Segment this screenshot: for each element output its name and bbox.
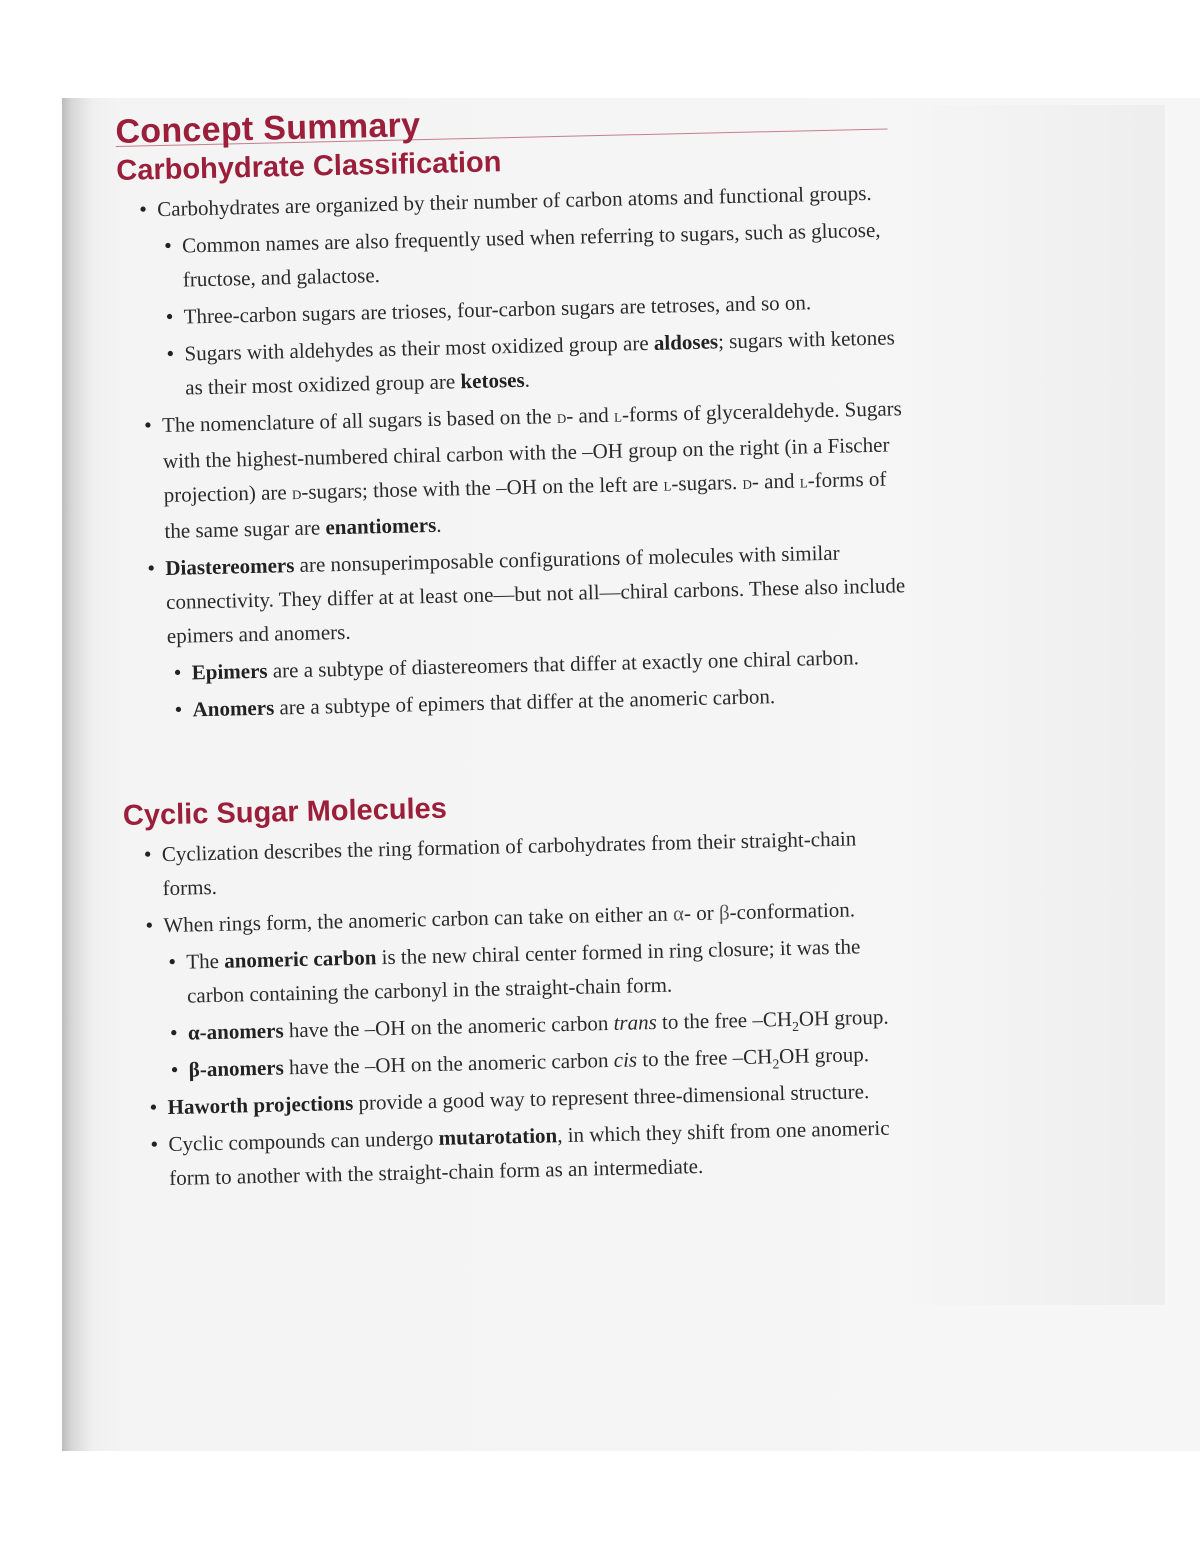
small-caps-d: d: [742, 472, 753, 494]
item-text: are a subtype of epimers that differ at the anomeric carbon.: [273, 684, 776, 720]
item-text: are nonsuperimposable configurations of molecules with similar connectivity. They differ at at least one—but not all—chiral carbons. These also include epimers and anomers.: [165, 540, 906, 648]
list-item: [122, 391, 905, 549]
item-text: , in which they shift from one anomeric form to another with the straight-chain form as an intermediate.: [168, 1115, 890, 1191]
facing-page-shadow: [905, 105, 1165, 1305]
item-text: .: [524, 367, 531, 392]
item-text: -conformation.: [729, 897, 856, 925]
subscript: 2: [791, 1018, 800, 1035]
item-text: -forms of the same sugar are: [164, 466, 887, 543]
list-item: [125, 534, 907, 654]
item-text: Sugars with aldehydes as their most oxidized group are: [184, 330, 655, 366]
term-haworth-projections: Haworth projections: [167, 1090, 354, 1120]
item-text: have the –OH on the anomeric carbon: [283, 1047, 615, 1080]
term-beta-anomers: β-anomers: [188, 1055, 285, 1082]
italic-trans: trans: [613, 1009, 657, 1035]
alpha-symbol: α: [672, 901, 685, 926]
term-mutarotation: mutarotation: [438, 1123, 558, 1150]
item-text: ; sugars with ketones as their most oxidized group are: [184, 325, 895, 400]
list-item: [138, 1110, 919, 1196]
item-text: The nomenclature of all sugars is based on the: [161, 404, 558, 438]
term-enantiomers: enantiomers: [325, 512, 437, 540]
beta-symbol: β: [718, 900, 730, 925]
item-text: Three-carbon sugars are trioses, four-carbon sugars are tetroses, and so on.: [183, 290, 812, 329]
item-text: Cyclic compounds can undergo: [168, 1125, 439, 1157]
item-text: - or: [683, 900, 720, 926]
term-ketoses: ketoses: [460, 367, 525, 394]
carbohydrate-classification-heading: Carbohydrate Classification: [115, 146, 502, 187]
small-caps-d: d: [556, 406, 567, 429]
item-text: When rings form, the anomeric carbon can take on either an: [163, 901, 674, 938]
subscript: 2: [772, 1056, 780, 1072]
item-text: have the –OH on the anomeric carbon: [283, 1010, 614, 1043]
item-text: provide a good way to represent three-dimensional structure.: [352, 1079, 870, 1115]
item-text: Common names are also frequently used when referring to sugars, such as glucose, fructose, and galactose.: [181, 217, 881, 292]
small-caps-l: l: [799, 471, 808, 493]
small-caps-l: l: [663, 474, 672, 496]
item-text: are a subtype of diastereomers that differ at exactly one chiral carbon.: [267, 645, 860, 683]
item-text: - and: [751, 468, 800, 494]
item-text: - and: [565, 402, 615, 428]
item-text: is the new chiral center formed in ring closure; it was the carbon containing the carbonyl in the straight-chain form.: [186, 934, 861, 1008]
item-text: -forms of glyceraldehyde. Sugars with the highest-numbered chiral carbon with the –OH group on the right (in a Fischer projection) are: [162, 396, 903, 507]
item-text: -sugars; those with the –OH on the left are: [301, 471, 664, 504]
item-text: The: [186, 948, 225, 974]
page-title: Concept Summary: [115, 106, 421, 151]
item-text: .: [435, 512, 442, 537]
item-text: Cyclization describes the ring formation of carbohydrates from their straight-chain forms.: [161, 826, 857, 901]
cyclic-sugar-section: [122, 780, 920, 1196]
item-text: -sugars.: [671, 469, 743, 496]
item-text: OH group.: [778, 1042, 870, 1069]
item-text: to the free –CH: [636, 1044, 773, 1072]
small-caps-l: l: [613, 405, 623, 427]
term-epimers: Epimers: [191, 658, 268, 685]
cyclic-sugar-molecules-heading: Cyclic Sugar Molecules: [122, 792, 448, 832]
cyclic-list: [131, 820, 919, 1196]
classification-list: [117, 175, 909, 728]
term-anomers: Anomers: [192, 695, 275, 722]
item-text: to the free –CH: [656, 1006, 793, 1034]
small-caps-d: d: [291, 482, 302, 505]
item-text: Carbohydrates are organized by their number of carbon atoms and functional groups.: [156, 180, 872, 222]
italic-cis: cis: [613, 1047, 638, 1072]
item-text: OH group.: [798, 1004, 889, 1031]
term-anomeric-carbon: anomeric carbon: [223, 945, 377, 973]
term-diastereomers: Diastereomers: [165, 553, 295, 580]
concept-summary-page: [115, 94, 919, 1198]
term-aldoses: aldoses: [653, 329, 719, 355]
term-alpha-anomers: α-anomers: [187, 1018, 284, 1045]
